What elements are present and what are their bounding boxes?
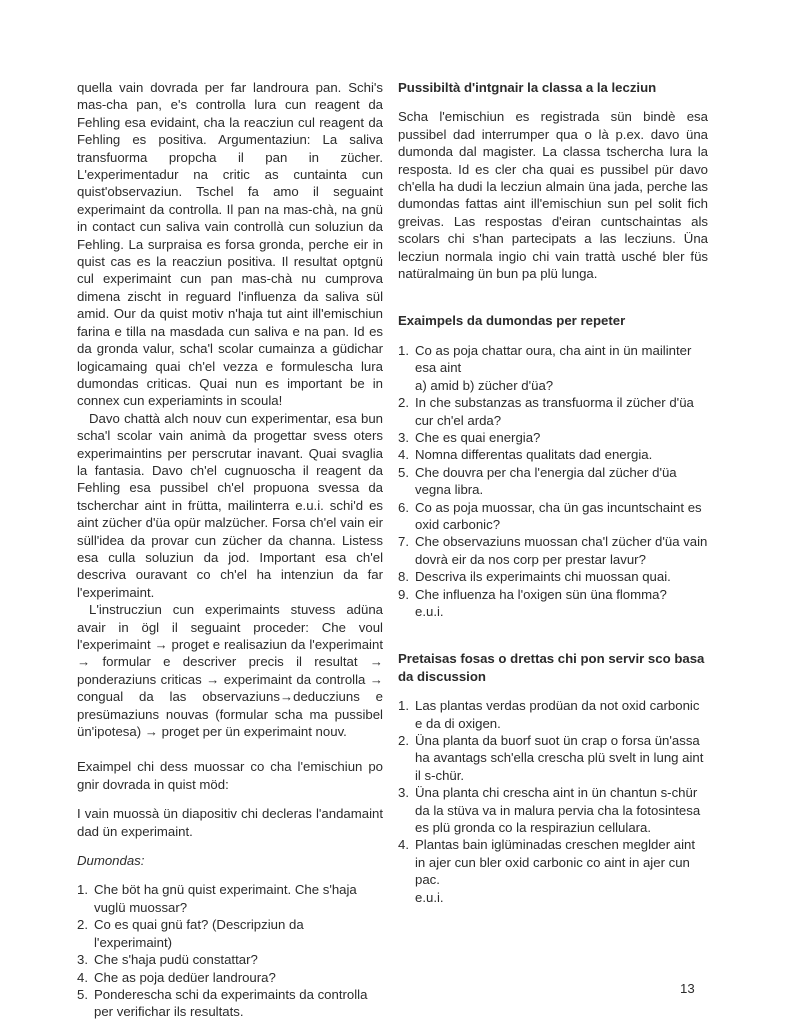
paragraph-diapositive: I vain muossà ün diapositiv chi decleras l'andamaint dad ün experimaint. <box>77 806 383 839</box>
section-heading-repeat-questions: Exaimpels da dumondas per repeter <box>398 313 626 329</box>
paragraph-example-intro: Exaimpel chi dess muossar co cha l'emischiun po gnir dovrada in quist möd: <box>77 759 383 792</box>
paragraph-recording: Scha l'emischiun es registrada sün bindè esa pussibel dad interrumper qua o là p.ex. davo üna dumonda dal magister. La classa tschercha lura la resposta. Id es cler cha quai es pussibel pür davo ch'ella ha dudi la lecziun almain üna jada, perche las dumondas fattas aint ill'emischiun sun pel solit fich greivas. Las respostas d'eiran cuntschaintas als scolars chi s'han partecipats a las lecziuns. Üna lecziun normala ingio chi vain trattà usché bler füs natüralmaing ün bun pa plü lunga. <box>398 109 708 282</box>
right-column <box>398 79 708 906</box>
list-item: 1. Che böt ha gnü quist experimaint. Che s'haja vuglü muossar? <box>77 882 357 915</box>
list-item: 3. Che s'haja pudü constattar? <box>77 952 258 968</box>
discussion-claims-list <box>398 697 708 906</box>
list-item: 3. Che es quai energia? <box>398 429 541 445</box>
section-heading-discussion: Pretaisas fosas o drettas chi pon servir sco basa da discussion <box>398 651 705 684</box>
list-item: 7. Che observaziuns muossan cha'l zücher d'üa vain dovrà eir da nos corp per prestar lavur? <box>398 534 708 567</box>
list-item: 5. Ponderescha schi da experimaints da controlla per verifichar ils resultats. <box>77 986 368 1020</box>
list-item: 8. Descriva ils experimaints chi muossan quai. <box>398 569 671 585</box>
dumondas-list <box>77 881 383 1020</box>
list-item: 5. Che douvra per cha l'energia dal zücher d'üa vegna libra. <box>398 464 677 498</box>
repeat-questions-list <box>398 342 708 621</box>
page-number: 13 <box>680 981 695 996</box>
list-item: 4. Plantas bain iglüminadas creschen meglder aint in ajer cun bler oxid carbonic co aint in ajer cun pac. e.u.i. <box>398 837 696 905</box>
list-item: 2. Co es quai gnü fat? (Descripziun da l'experimaint) <box>77 917 304 950</box>
list-item: 9. Che influenza ha l'oxigen sün üna flomma? e.u.i. <box>398 586 667 619</box>
list-item: 1. Co as poja chattar oura, cha aint in ün mailinter esa aint a) amid b) zücher d'üa? <box>398 342 692 393</box>
list-item: 6. Co as poja muossar, cha ün gas incuntschaint es oxid carbonic? <box>398 499 702 532</box>
paragraph-instruction-procedure: L'instrucziun cun experimaints stuvess adüna avair in ögl il seguaint proceder: Che voul l'experimaint → proget e realisaziun da l'experimaint → formular e descriver precis il resultat → ponderaziuns criticas → experimaint da controlla → congual da las observaziuns→deducziuns e presümaziuns nouvas (formular scha ma pussibel ün'ipotesa) → proget per ün experimaint nouv. <box>77 602 383 740</box>
list-item: 3. Üna planta chi crescha aint in ün chantun s-chür da la stüva va in malura pervia cha la fotosintesa es plü gronda co la respiraziun cellulara. <box>398 785 701 836</box>
list-item: 4. Nomna differentas qualitats dad energia. <box>398 447 653 463</box>
section-heading-class-lesson: Pussibiltà d'intgnair la classa a la lecziun <box>398 80 657 95</box>
paragraph-new-experiments: Davo chattà alch nouv cun experimentar, esa bun scha'l scolar vain animà da progettar svess oters experimaintins per perscrutar inavant. Quai svaglia la fantasia. Davo ch'el cugnuoscha il reagent da Fehling esa pussibel ch'el propuona svessa da tscherchar aint in frütta, mailinterra e.u.i. schi'd es aint zücher d'üa opür malzücher. Forsa ch'el vain eir süll'idea da provar cun zücher da channa. Listess esa culla soluziun da jod. Important esa ch'el descriva ouravant co ch'el ha intenziun da far l'experimaint. <box>77 410 383 600</box>
list-item: 4. Che as poja dedüer landroura? <box>77 969 276 985</box>
list-item: 1. Las plantas verdas prodüan da not oxid carbonic e da di oxigen. <box>398 698 700 731</box>
paragraph-saliva-experiment: quella vain dovrada per far landroura pan. Schi's mas-cha pan, e's controlla lura cun reagent da Fehling esa evidaint, cha la reacziun cul reagent da Fehling es positiva. Argumentaziun: La saliva transfuorma propcha il pan in zücher. L'experimentadur na critic as cuntainta cun quist'observaziun. Tschel fa amo il seguaint experimaint da controlla. Il pan na mas-chà, na gnü in contact cun saliva vain controllà cun soluziun da Fehling. La surpraisa es forsa gronda, perche eir in quist cas es la reacziun positiva. Il resultat optgnü cul experimaint cun pan mas-chà nu cumprova dimena zischt in reguard l'influenza da saliva sül amid. Our da quist motiv n'haja tut aint ill'emischiun farina e tilla na masdada cun saliva e na pan. Id es da gronda valur, scha'l scolar cumainza a güdichar logicamaing quai ch'el vezza e formulescha lura dumondas criticas. Quai nun es important be in connex cun experiamints in scoula! <box>77 80 383 409</box>
left-column <box>77 79 383 1021</box>
list-item: 2. Üna planta da buorf suot ün crap o forsa ün'assa ha avantags sch'ella crescha plü svelt in lung aint il s-chür. <box>398 733 704 783</box>
list-item: 2. In che substanzas as transfuorma il zücher d'üa cur ch'el arda? <box>398 395 694 428</box>
dumondas-heading: Dumondas: <box>77 853 145 869</box>
